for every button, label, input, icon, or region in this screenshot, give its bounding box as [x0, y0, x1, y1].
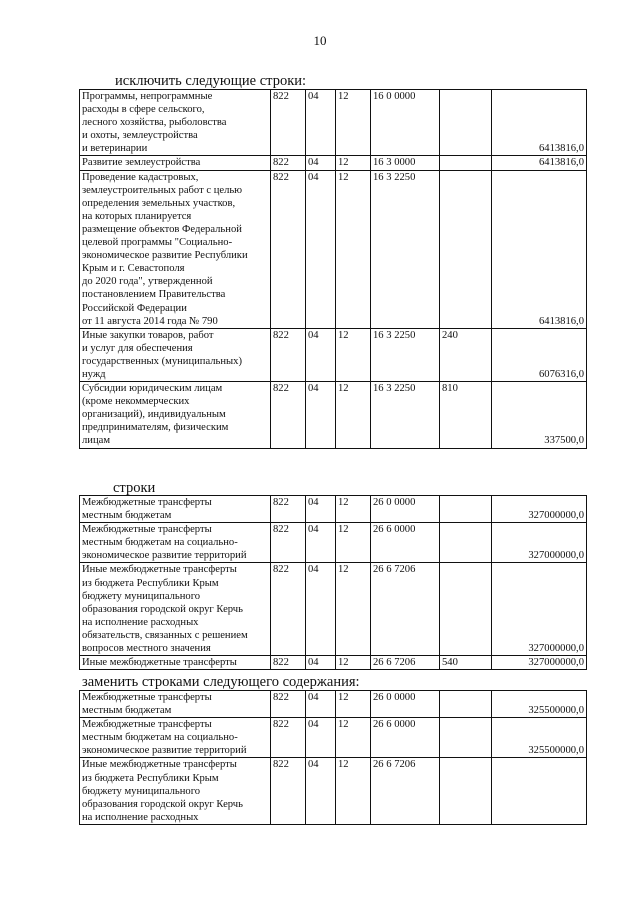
table-row	[80, 496, 587, 523]
subsection-cell: 12	[336, 170, 371, 328]
row-name-line: целевой программы "Социально-	[82, 237, 233, 249]
row-name-cell	[80, 656, 271, 670]
row-name-line: нужд	[82, 368, 106, 380]
row-name-line: организаций), индивидуальным	[82, 409, 226, 421]
ved-cell: 822	[271, 170, 306, 328]
table-row	[80, 523, 587, 563]
row-name-cell	[80, 382, 271, 448]
table-row	[80, 758, 587, 824]
row-name-line: бюджету муниципального	[82, 590, 201, 602]
amount-cell: 325500000,0	[492, 718, 587, 758]
ved-cell: 822	[271, 90, 306, 156]
row-name-line: местным бюджетам	[82, 705, 172, 717]
amount-cell: 6413816,0	[492, 90, 587, 156]
ved-cell: 822	[271, 382, 306, 448]
row-name-line: Иные межбюджетные трансферты	[82, 759, 237, 771]
row-name-line: экономическое развитие территорий	[82, 745, 247, 757]
row-name-line: постановлением Правительства	[82, 289, 226, 301]
ved-cell: 822	[271, 328, 306, 381]
target-article-cell: 26 6 0000	[371, 718, 440, 758]
target-article-cell: 16 3 0000	[371, 156, 440, 170]
expense-type-cell	[440, 496, 492, 523]
amount-cell: 6076316,0	[492, 328, 587, 381]
ved-cell: 822	[271, 563, 306, 656]
subsection-cell: 12	[336, 90, 371, 156]
expense-type-cell	[440, 718, 492, 758]
subsection-cell: 12	[336, 328, 371, 381]
row-name-line: Межбюджетные трансферты	[82, 524, 212, 536]
table-rows	[79, 495, 587, 670]
row-name-line: Российской Федерации	[82, 302, 187, 314]
row-name-line: и охоты, землеустройства	[82, 130, 198, 142]
table-exclude	[79, 89, 587, 449]
target-article-cell: 16 0 0000	[371, 90, 440, 156]
target-article-cell: 16 3 2250	[371, 382, 440, 448]
row-name-cell	[80, 90, 271, 156]
subsection-cell: 12	[336, 656, 371, 670]
ved-cell: 822	[271, 656, 306, 670]
section-cell: 04	[306, 563, 336, 656]
row-name-line: Иные межбюджетные трансферты	[82, 657, 237, 669]
subsection-cell: 12	[336, 382, 371, 448]
row-name-line: определения земельных участков,	[82, 197, 236, 209]
row-name-line: местным бюджетам на социально-	[82, 732, 238, 744]
row-name-line: Иные межбюджетные трансферты	[82, 564, 237, 576]
row-name-cell	[80, 496, 271, 523]
subsection-cell: 12	[336, 156, 371, 170]
heading-exclude: исключить следующие строки:	[115, 73, 307, 89]
row-name-line: Крым и г. Севастополя	[82, 263, 185, 275]
row-name-cell	[80, 758, 271, 824]
ved-cell: 822	[271, 156, 306, 170]
target-article-cell: 16 3 2250	[371, 170, 440, 328]
row-name-cell	[80, 328, 271, 381]
ved-cell: 822	[271, 718, 306, 758]
expense-type-cell	[440, 758, 492, 824]
subsection-cell: 12	[336, 758, 371, 824]
section-cell: 04	[306, 758, 336, 824]
row-name-line: Межбюджетные трансферты	[82, 719, 212, 731]
row-name-line: на исполнение расходных	[82, 811, 199, 823]
amount-cell	[492, 758, 587, 824]
page-number: 10	[313, 33, 327, 48]
amount-cell: 327000000,0	[492, 656, 587, 670]
row-name-line: образования городской округ Керчь	[82, 798, 243, 810]
subsection-cell: 12	[336, 691, 371, 718]
subsection-cell: 12	[336, 718, 371, 758]
row-name-line: государственных (муниципальных)	[82, 355, 242, 367]
amount-cell: 327000000,0	[492, 523, 587, 563]
row-name-line: и услуг для обеспечения	[82, 342, 193, 354]
subsection-cell: 12	[336, 563, 371, 656]
expense-type-cell	[440, 523, 492, 563]
table-row	[80, 563, 587, 656]
row-name-cell	[80, 718, 271, 758]
amount-cell: 325500000,0	[492, 691, 587, 718]
table-row	[80, 656, 587, 670]
row-name-line: Межбюджетные трансферты	[82, 692, 212, 703]
row-name-line: лицам	[82, 435, 111, 447]
row-name-line: из бюджета Республики Крым	[82, 577, 219, 589]
ved-cell: 822	[271, 523, 306, 563]
section-cell: 04	[306, 156, 336, 170]
ved-cell: 822	[271, 758, 306, 824]
expense-type-cell	[440, 691, 492, 718]
heading-replace: заменить строками следующего содержания:	[82, 674, 360, 690]
row-name-line: на исполнение расходных	[82, 616, 199, 628]
table-row	[80, 328, 587, 381]
row-name-line: землеустроительных работ с целью	[82, 184, 243, 196]
ved-cell: 822	[271, 496, 306, 523]
row-name-line: Проведение кадастровых,	[82, 171, 199, 183]
row-name-line: до 2020 года", утвержденной	[82, 276, 213, 288]
table-replace	[79, 690, 587, 825]
amount-cell: 337500,0	[492, 382, 587, 448]
row-name-line: Программы, непрограммные	[82, 91, 213, 102]
section-cell: 04	[306, 523, 336, 563]
target-article-cell: 26 6 7206	[371, 563, 440, 656]
row-name-line: вопросов местного значения	[82, 643, 211, 655]
row-name-line: местным бюджетам на социально-	[82, 537, 238, 549]
row-name-cell	[80, 170, 271, 328]
row-name-line: местным бюджетам	[82, 510, 172, 522]
section-cell: 04	[306, 328, 336, 381]
row-name-line: Межбюджетные трансферты	[82, 497, 212, 508]
row-name-line: и ветеринарии	[82, 143, 148, 155]
expense-type-cell: 810	[440, 382, 492, 448]
row-name-cell	[80, 156, 271, 170]
section-cell: 04	[306, 718, 336, 758]
target-article-cell: 26 6 7206	[371, 758, 440, 824]
row-name-line: расходы в сфере сельского,	[82, 104, 205, 116]
target-article-cell: 26 0 0000	[371, 496, 440, 523]
expense-type-cell	[440, 156, 492, 170]
target-article-cell: 26 6 0000	[371, 523, 440, 563]
row-name-line: экономическое развитие территорий	[82, 550, 247, 562]
row-name-line: Субсидии юридическим лицам	[82, 383, 223, 395]
section-cell: 04	[306, 691, 336, 718]
section-cell: 04	[306, 496, 336, 523]
expense-type-cell: 540	[440, 656, 492, 670]
table-row	[80, 382, 587, 448]
row-name-line: на которых планируется	[82, 210, 192, 222]
row-name-line: образования городской округ Керчь	[82, 603, 243, 615]
row-name-line: (кроме некоммерческих	[82, 396, 190, 408]
row-name-cell	[80, 523, 271, 563]
table-row	[80, 90, 587, 156]
table-row	[80, 156, 587, 170]
row-name-line: экономическое развитие Республики	[82, 250, 248, 262]
row-name-line: лесного хозяйства, рыболовства	[82, 117, 227, 129]
amount-cell: 6413816,0	[492, 156, 587, 170]
section-cell: 04	[306, 170, 336, 328]
amount-cell: 327000000,0	[492, 563, 587, 656]
expense-type-cell	[440, 563, 492, 656]
target-article-cell: 26 0 0000	[371, 691, 440, 718]
expense-type-cell: 240	[440, 328, 492, 381]
amount-cell: 6413816,0	[492, 170, 587, 328]
expense-type-cell	[440, 90, 492, 156]
ved-cell: 822	[271, 691, 306, 718]
table-row	[80, 170, 587, 328]
row-name-line: от 11 августа 2014 года № 790	[82, 315, 218, 327]
expense-type-cell	[440, 170, 492, 328]
subsection-cell: 12	[336, 496, 371, 523]
section-cell: 04	[306, 90, 336, 156]
row-name-line: Развитие землеустройства	[82, 157, 201, 169]
row-name-line: предпринимателям, физическим	[82, 422, 229, 434]
subsection-cell: 12	[336, 523, 371, 563]
row-name-line: обязательств, связанных с решением	[82, 629, 248, 641]
row-name-line: Иные закупки товаров, работ	[82, 329, 214, 341]
row-name-line: из бюджета Республики Крым	[82, 772, 219, 784]
section-cell: 04	[306, 656, 336, 670]
amount-cell: 327000000,0	[492, 496, 587, 523]
target-article-cell: 16 3 2250	[371, 328, 440, 381]
target-article-cell: 26 6 7206	[371, 656, 440, 670]
table-row	[80, 691, 587, 718]
row-name-line: бюджету муниципального	[82, 785, 201, 797]
heading-rows: строки	[113, 480, 156, 496]
row-name-cell	[80, 563, 271, 656]
row-name-line: размещение объектов Федеральной	[82, 223, 242, 235]
row-name-cell	[80, 691, 271, 718]
section-cell: 04	[306, 382, 336, 448]
table-row	[80, 718, 587, 758]
